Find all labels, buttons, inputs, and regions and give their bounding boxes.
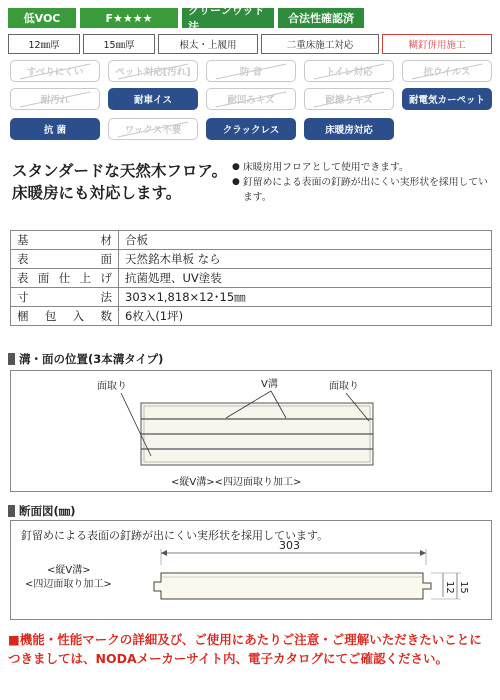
section-marker-icon bbox=[8, 353, 15, 365]
section-caption-2: <四辺面取り加工> bbox=[25, 579, 112, 590]
badge-clean-wood: クリーンウッド法 bbox=[182, 8, 274, 28]
feature-toilet: トイレ対応 bbox=[304, 60, 394, 82]
spec-value: 303×1,818×12･15㎜ bbox=[119, 288, 492, 307]
feature-scratch: 耐擦りキズ bbox=[304, 88, 394, 110]
headline-line-1: スタンダードな天然木フロア。 bbox=[12, 162, 228, 180]
feature-no-wax: ワックス不要 bbox=[108, 118, 198, 140]
spec-double-floor: 二重床施工対応 bbox=[261, 34, 379, 54]
section-marker-icon bbox=[8, 505, 15, 517]
groove-diagram-svg bbox=[11, 371, 491, 491]
groove-diagram bbox=[10, 370, 492, 492]
feature-pet: ペット対応[汚れ] bbox=[108, 60, 198, 82]
arrow-left-icon bbox=[161, 550, 167, 556]
warning-note: ■機能・性能マークの詳細及び、ご使用にあたりご注意・ご理解いただきたいことにつきましては、NODAメーカーサイト内、電子カタログにてご確認ください。 bbox=[8, 632, 482, 666]
spec-15mm: 15㎜厚 bbox=[83, 34, 155, 54]
section-caption-1: <縦V溝> bbox=[47, 565, 91, 576]
badge-f-four-star: F★★★★ bbox=[80, 8, 178, 28]
groove-caption: <縦V溝><四辺面取り加工> bbox=[171, 477, 302, 488]
spec-value: 天然銘木単板 なら bbox=[119, 250, 492, 269]
label-v-groove: V溝 bbox=[261, 379, 278, 390]
feature-wheelchair: 耐車イス bbox=[108, 88, 198, 110]
spec-glue-nail: 糊釘併用施工 bbox=[382, 34, 492, 54]
table-row bbox=[11, 231, 492, 250]
spec-row bbox=[8, 34, 492, 54]
spec-joist: 根太・上履用 bbox=[158, 34, 258, 54]
note-item: ● 釘留めによる表面の釘跡が出にくい実形状を採用しています。 bbox=[232, 175, 494, 205]
arrow-right-icon bbox=[420, 550, 426, 556]
width-label: 303 bbox=[279, 539, 300, 552]
headline-line-2: 床暖房にも対応します。 bbox=[12, 184, 182, 202]
cross-section-title bbox=[8, 503, 76, 519]
spec-value: 6枚入(1坪) bbox=[119, 307, 492, 326]
spec-table bbox=[10, 230, 492, 326]
label-chamfer-right: 面取り bbox=[329, 381, 359, 392]
spec-key: 表面仕上げ bbox=[11, 269, 119, 288]
feature-slip-resistant: すべりにくい bbox=[10, 60, 100, 82]
table-row bbox=[11, 269, 492, 288]
table-row bbox=[11, 288, 492, 307]
note-item: ● 床暖房用フロアとして使用できます。 bbox=[232, 160, 494, 175]
feature-antibacterial: 抗 菌 bbox=[10, 118, 100, 140]
badge-low-voc: 低VOC bbox=[8, 8, 76, 28]
groove-section-title bbox=[8, 351, 163, 367]
certification-badges bbox=[8, 4, 364, 33]
spec-value: 合板 bbox=[119, 231, 492, 250]
feature-floor-heating: 床暖房対応 bbox=[304, 118, 394, 140]
feature-crackless: クラックレス bbox=[206, 118, 296, 140]
cross-section-svg bbox=[11, 521, 491, 619]
cross-section-description: 釘留めによる表面の釘跡が出にくい実形状を採用しています。 bbox=[21, 529, 329, 542]
notes-list bbox=[232, 160, 494, 205]
cross-section-title-text: 断面図(㎜) bbox=[19, 504, 76, 518]
cross-section-diagram bbox=[10, 520, 492, 620]
badge-legality-confirmed: 合法性確認済 bbox=[278, 8, 364, 28]
table-row bbox=[11, 307, 492, 326]
spec-key: 梱包入数 bbox=[11, 307, 119, 326]
feature-dent: 耐凹みキズ bbox=[206, 88, 296, 110]
thickness-15-label: 15 bbox=[458, 581, 469, 594]
thickness-12-label: 12 bbox=[444, 581, 455, 594]
headline bbox=[12, 160, 227, 204]
feature-soundproof: 防 音 bbox=[206, 60, 296, 82]
spec-value: 抗菌処理、UV塗装 bbox=[119, 269, 492, 288]
groove-title-text: 溝・面の位置(3本溝タイプ) bbox=[19, 352, 164, 366]
spec-12mm: 12㎜厚 bbox=[8, 34, 80, 54]
feature-electric-carpet: 耐電気カーペット bbox=[402, 88, 492, 110]
spec-key: 寸法 bbox=[11, 288, 119, 307]
spec-key: 表面 bbox=[11, 250, 119, 269]
spec-key: 基材 bbox=[11, 231, 119, 250]
table-row bbox=[11, 250, 492, 269]
feature-antivirus: 抗ウイルス bbox=[402, 60, 492, 82]
feature-stain: 耐汚れ bbox=[10, 88, 100, 110]
label-chamfer-left: 面取り bbox=[97, 381, 127, 392]
